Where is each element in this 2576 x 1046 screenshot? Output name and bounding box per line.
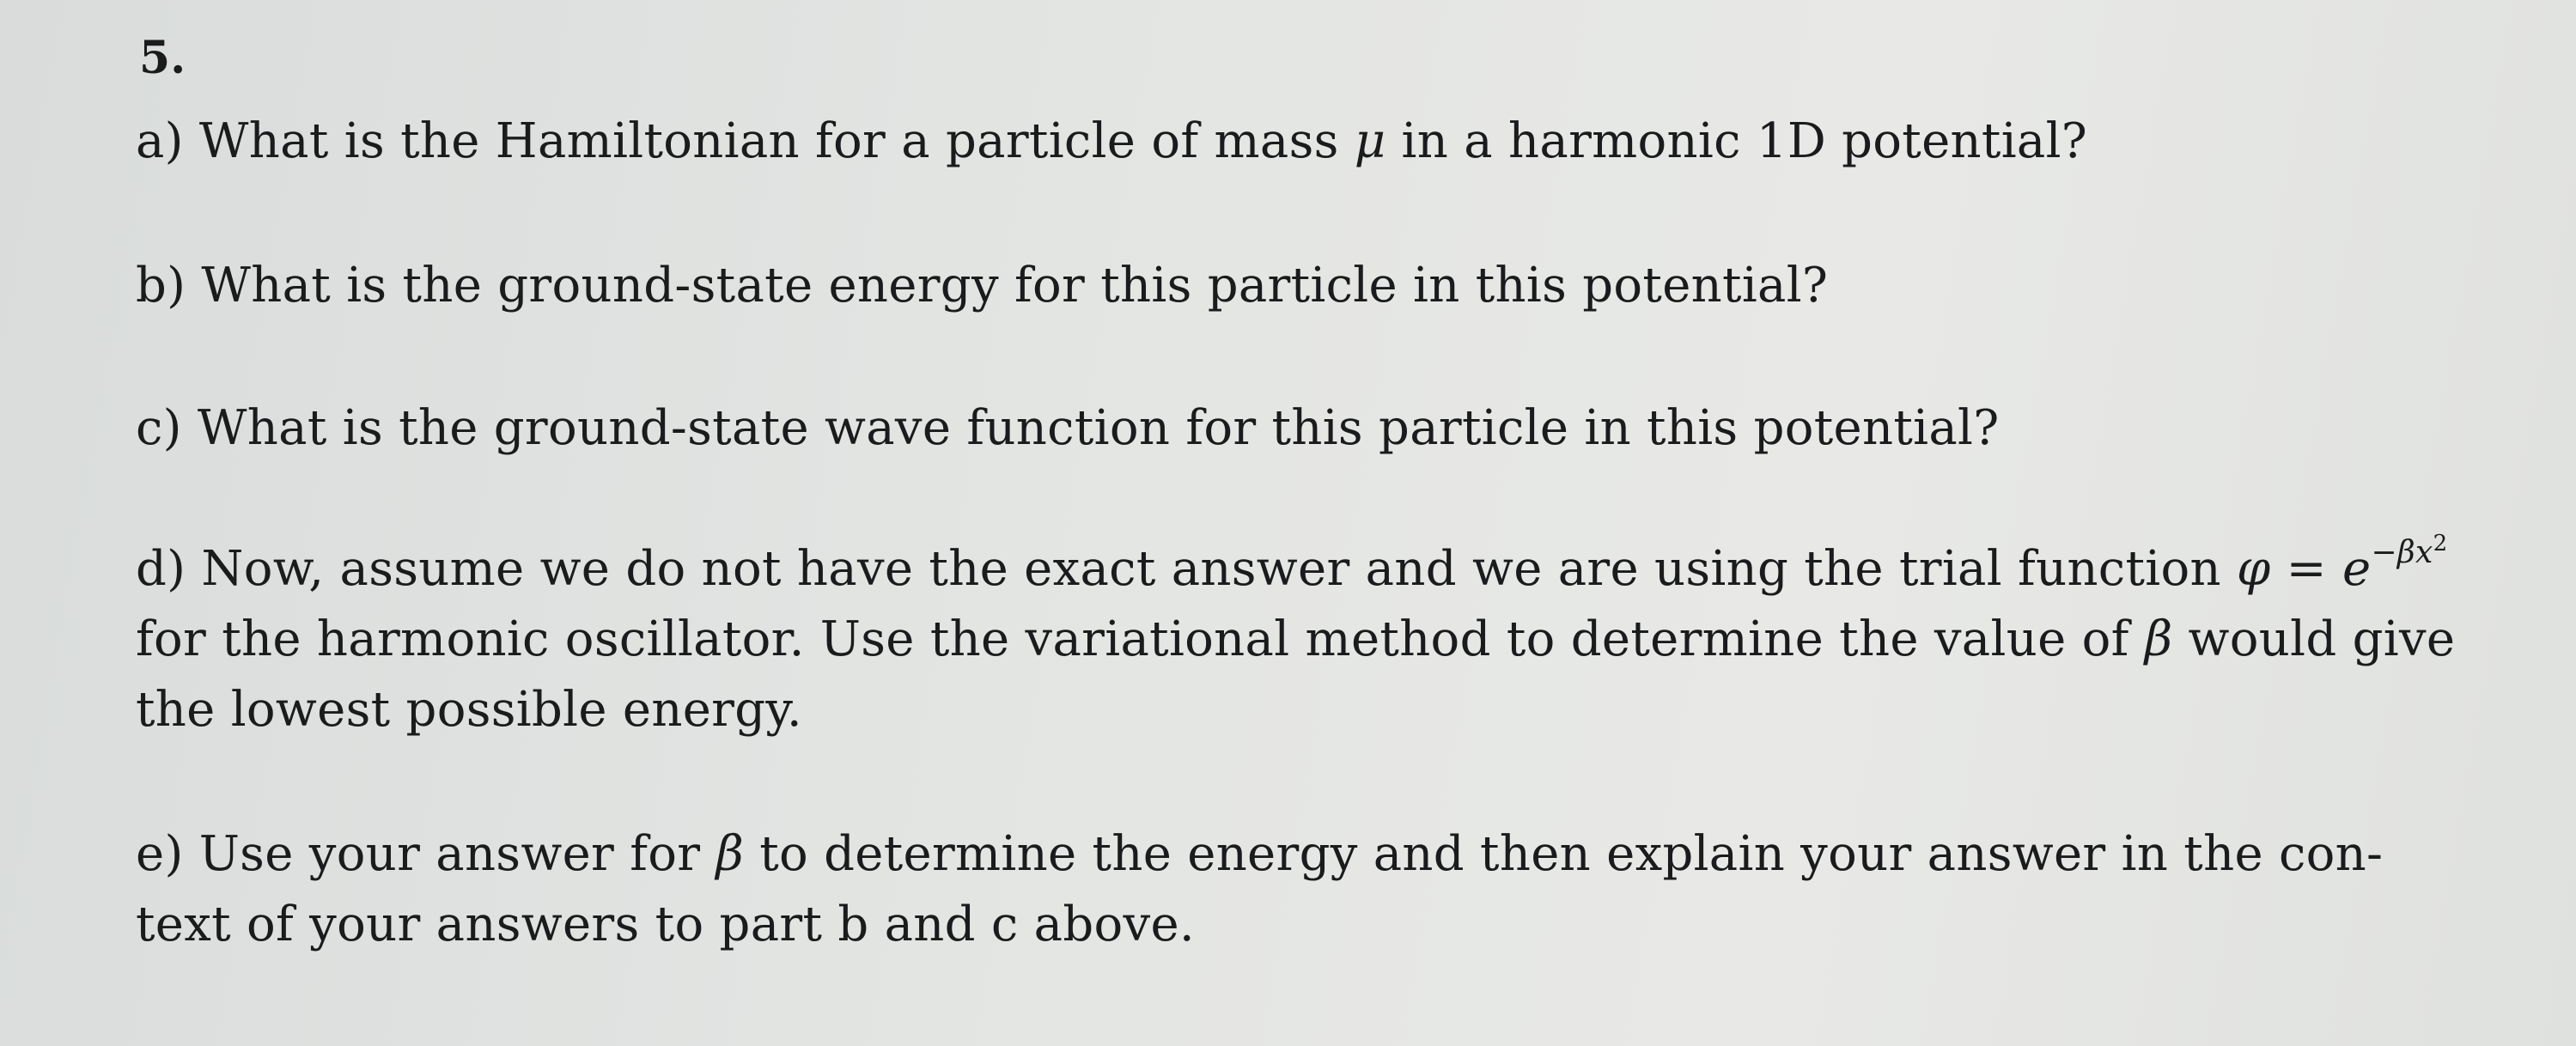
question-d-text-pre: d) Now, assume we do not have the exact answer and we are using the trial function	[136, 541, 2237, 597]
question-e	[136, 819, 2383, 960]
question-a-text-pre: a) What is the Hamiltonian for a particle of mass	[136, 113, 1355, 169]
question-e-line-2: text of your answers to part b and c above.	[136, 897, 1196, 952]
mass-symbol-mu: μ	[1354, 113, 1386, 169]
question-e-text-post: to determine the energy and then explain your answer in the con-	[744, 826, 2384, 882]
question-c-text: c) What is the ground-state wave function for this particle in this potential?	[136, 400, 2000, 456]
beta-symbol-e: β	[716, 826, 745, 882]
problem-number: 5.	[139, 32, 186, 84]
trial-function-phi: φ	[2236, 541, 2271, 597]
question-d-line-1	[136, 531, 2455, 605]
beta-symbol: β	[2144, 611, 2173, 667]
question-d-line-2	[136, 605, 2455, 675]
question-a-text-post: in a harmonic 1D potential?	[1385, 113, 2088, 169]
question-a-line	[136, 106, 2087, 177]
exponential-e: e	[2342, 541, 2372, 597]
question-a	[136, 106, 2087, 177]
question-e-line-1	[136, 819, 2383, 890]
exponent-base: −βx	[2371, 535, 2433, 570]
question-b	[136, 251, 1828, 321]
question-b-text: b) What is the ground-state energy for this particle in this potential?	[136, 258, 1829, 313]
equals-sign: =	[2270, 541, 2342, 597]
question-d	[136, 531, 2456, 745]
question-d-line-2-post: would give	[2172, 611, 2456, 667]
exponent	[2371, 531, 2448, 570]
exponent-power: 2	[2433, 531, 2448, 556]
question-e-text-pre: e) Use your answer for	[136, 826, 716, 882]
question-d-line-2-pre: for the harmonic oscillator. Use the variational method to determine the value of	[136, 611, 2145, 667]
question-c	[136, 393, 2000, 464]
question-d-line-3: the lowest possible energy.	[136, 682, 802, 738]
